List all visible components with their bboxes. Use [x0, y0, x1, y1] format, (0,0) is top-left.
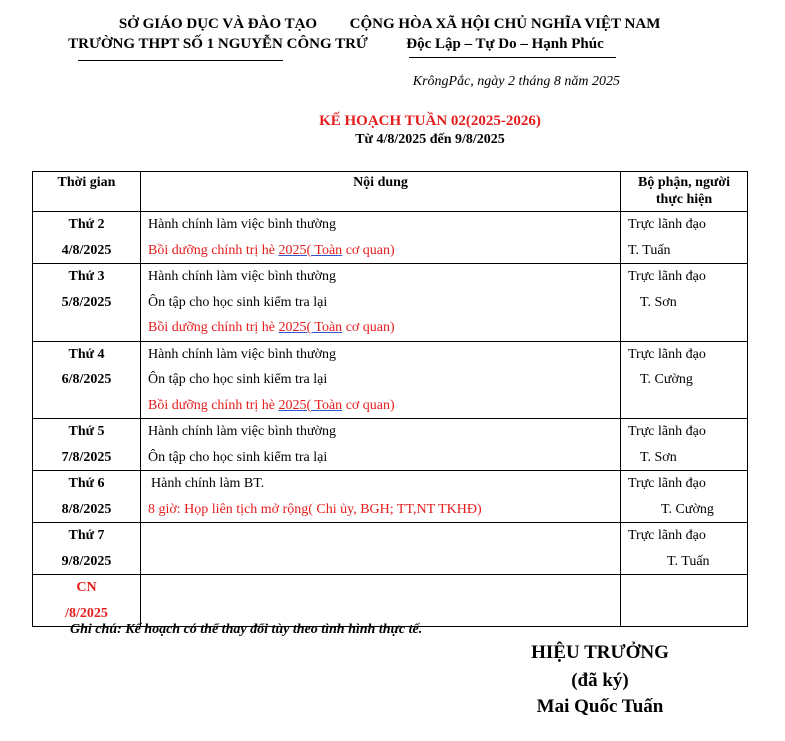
content-cell — [141, 341, 621, 419]
training-text: Bồi dưỡng chính trị hè — [148, 242, 279, 258]
day-date: 9/8/2025 — [61, 553, 112, 569]
header-time: Thời gian — [33, 172, 141, 212]
day-date: /8/2025 — [65, 605, 108, 621]
responsible-person: T. Sơn — [640, 294, 677, 310]
content-line: Ôn tập cho học sinh kiểm tra lại — [148, 294, 328, 310]
day-label: Thứ 7 — [68, 528, 105, 543]
responsible-cell — [621, 523, 748, 575]
training-scope: cơ quan) — [342, 397, 395, 413]
content-cell — [141, 523, 621, 575]
responsible-person: T. Cường — [640, 372, 693, 387]
signer-name: Mai Quốc Tuấn — [536, 696, 664, 717]
header-responsible — [621, 172, 748, 212]
day-date: 7/8/2025 — [61, 449, 112, 465]
table-row — [33, 264, 748, 342]
day-date: 5/8/2025 — [61, 294, 112, 310]
day-cell — [33, 523, 141, 575]
responsible-cell — [621, 575, 748, 627]
training-line — [141, 238, 620, 264]
responsible-person: T. Tuấn — [667, 553, 710, 569]
responsible-person: T. Cường — [661, 501, 714, 517]
responsible-role: Trực lãnh đạo — [628, 269, 706, 284]
table-row — [33, 523, 748, 575]
day-label: Thứ 4 — [68, 346, 105, 362]
content-cell — [141, 471, 621, 523]
header-responsible-line1: Bộ phận, người — [637, 175, 731, 190]
day-date: 8/8/2025 — [61, 501, 112, 517]
training-line — [141, 393, 620, 419]
day-date: 4/8/2025 — [61, 242, 112, 258]
signed-mark: (đã ký) — [571, 670, 629, 691]
training-text: Bồi dưỡng chính trị hè — [148, 320, 279, 335]
responsible-cell — [621, 419, 748, 471]
responsible-role: Trực lãnh đạo — [628, 346, 706, 362]
signer-title: HIỆU TRƯỞNG — [531, 642, 669, 663]
day-cell — [33, 341, 141, 419]
responsible-cell — [621, 341, 748, 419]
content-line: Hành chính làm việc bình thường — [148, 269, 337, 284]
content-line: Hành chính làm việc bình thường — [148, 346, 337, 362]
meeting-line: 8 giờ: Họp liên tịch mở rộng( Chi ủy, BGH; TT,NT TKHĐ) — [148, 501, 482, 517]
day-cell — [33, 575, 141, 627]
responsible-cell — [621, 471, 748, 523]
content-cell — [141, 419, 621, 471]
place-date: KrôngPắc, ngày 2 tháng 8 năm 2025 — [412, 74, 620, 89]
day-date: 6/8/2025 — [61, 372, 112, 387]
content-line: Hành chính làm việc bình thường — [148, 217, 337, 232]
department-name: SỞ GIÁO DỤC VÀ ĐÀO TẠO — [118, 16, 318, 32]
header-content: Nội dung — [141, 172, 621, 212]
training-year: 2025( Toàn — [278, 320, 343, 335]
day-label: Thứ 3 — [68, 269, 105, 284]
content-line: Hành chính làm việc bình thường — [148, 424, 337, 439]
content-cell — [141, 264, 621, 342]
plan-title: KẾ HOẠCH TUẦN 02(2025-2026) — [319, 113, 541, 129]
table-header-row — [33, 172, 748, 212]
footnote: Ghi chú: Kế hoạch có thể thay đổi tùy theo tình hình thực tế. — [70, 622, 423, 637]
content-cell — [141, 575, 621, 627]
issuing-authority — [68, 14, 368, 54]
training-year: 2025( Toàn — [278, 242, 343, 258]
training-year: 2025( Toàn — [278, 397, 343, 413]
responsible-cell — [621, 264, 748, 342]
school-name: TRƯỜNG THPT SỐ 1 NGUYỄN CÔNG TRỨ — [68, 36, 368, 52]
day-cell — [33, 419, 141, 471]
right-header-rule — [409, 57, 616, 58]
header-responsible-line2: thực hiện — [655, 192, 713, 207]
motto: Độc Lập – Tự Do – Hạnh Phúc — [406, 36, 604, 52]
responsible-role: Trực lãnh đạo — [628, 476, 706, 491]
table-row — [33, 471, 748, 523]
table-row — [33, 341, 748, 419]
responsible-role: Trực lãnh đạo — [628, 528, 706, 543]
day-label: Thứ 5 — [68, 424, 105, 439]
training-line — [141, 315, 620, 341]
table-row — [33, 212, 748, 264]
content-cell — [141, 212, 621, 264]
weekly-schedule-table — [32, 171, 748, 627]
content-line: Ôn tập cho học sinh kiểm tra lại — [148, 372, 328, 387]
day-cell — [33, 212, 141, 264]
content-line: Hành chính làm BT. — [151, 476, 265, 491]
table-row — [33, 419, 748, 471]
day-label: Thứ 6 — [68, 476, 105, 491]
content-line: Ôn tập cho học sinh kiểm tra lại — [148, 449, 328, 465]
left-header-rule — [78, 60, 283, 61]
day-cell — [33, 471, 141, 523]
responsible-cell — [621, 212, 748, 264]
day-cell — [33, 264, 141, 342]
training-scope: cơ quan) — [342, 242, 395, 258]
plan-date-range: Từ 4/8/2025 đến 9/8/2025 — [355, 132, 505, 147]
national-motto — [340, 14, 670, 54]
day-label: Thứ 2 — [68, 217, 105, 232]
table-row — [33, 575, 748, 627]
day-label: CN — [76, 580, 97, 595]
responsible-person: T. Tuấn — [628, 242, 671, 258]
training-text: Bồi dưỡng chính trị hè — [148, 397, 279, 413]
responsible-role: Trực lãnh đạo — [628, 217, 706, 232]
country-name: CỘNG HÒA XÃ HỘI CHỦ NGHĨA VIỆT NAM — [349, 16, 661, 32]
responsible-person: T. Sơn — [640, 449, 677, 465]
responsible-role: Trực lãnh đạo — [628, 424, 706, 439]
training-scope: cơ quan) — [342, 320, 395, 335]
